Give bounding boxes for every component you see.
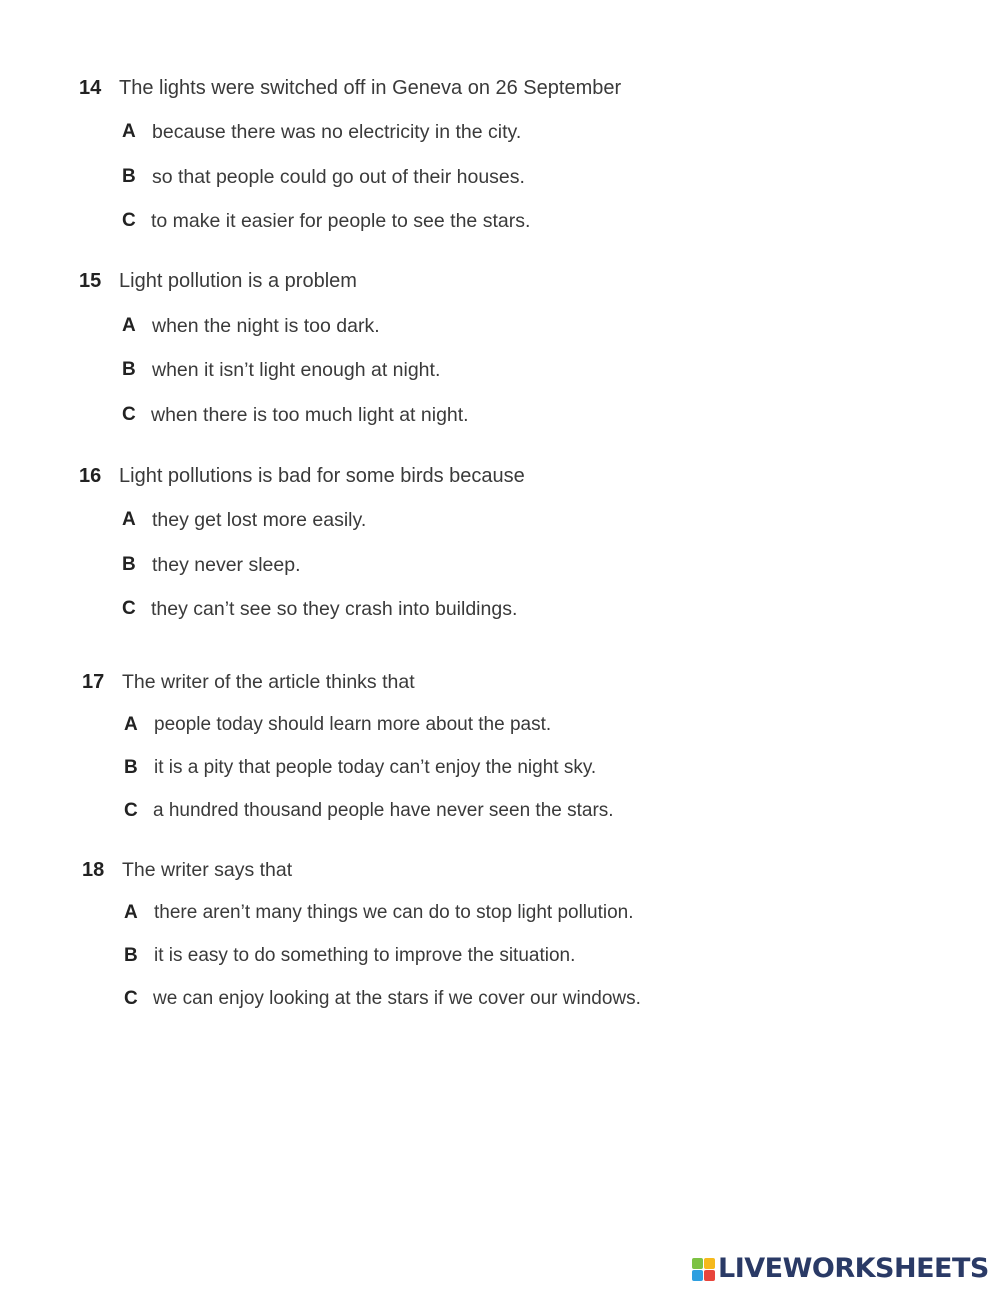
question-stem: The writer says that: [122, 859, 293, 881]
option-letter: A: [122, 509, 136, 530]
logo-text: LIVEWORKSHEETS: [718, 1253, 989, 1284]
option-text: they never sleep.: [152, 554, 301, 576]
logo-square-red: [704, 1270, 715, 1281]
question-number: 14: [79, 77, 102, 99]
logo-square-green: [692, 1258, 703, 1269]
option-text: there aren’t many things we can do to stop light pollution.: [154, 902, 634, 923]
logo-square-blue: [692, 1270, 703, 1281]
option-letter: C: [124, 800, 138, 821]
option-letter: B: [122, 359, 136, 380]
option-letter: C: [122, 598, 136, 619]
option-text: we can enjoy looking at the stars if we cover our windows.: [153, 988, 641, 1009]
option-text: it is easy to do something to improve the situation.: [154, 945, 576, 966]
option-letter: B: [124, 757, 138, 778]
question-number: 17: [82, 671, 105, 693]
question-number: 16: [79, 465, 102, 487]
liveworksheets-logo: [692, 1253, 989, 1285]
question-stem: The writer of the article thinks that: [122, 671, 415, 693]
option-letter: A: [122, 315, 136, 336]
question-stem: Light pollution is a problem: [119, 270, 357, 292]
option-text: it is a pity that people today can’t enjoy the night sky.: [154, 757, 597, 778]
option-text: when there is too much light at night.: [151, 404, 469, 426]
option-letter: A: [122, 121, 136, 142]
option-letter: B: [122, 166, 136, 187]
option-letter: C: [124, 988, 138, 1009]
option-letter: C: [122, 404, 136, 425]
option-text: when it isn’t light enough at night.: [152, 359, 441, 381]
option-text: a hundred thousand people have never seen the stars.: [153, 800, 614, 821]
option-text: because there was no electricity in the city.: [152, 121, 522, 143]
question-stem: The lights were switched off in Geneva on 26 September: [119, 77, 622, 99]
option-text: so that people could go out of their houses.: [152, 166, 525, 188]
option-letter: C: [122, 210, 136, 231]
option-letter: A: [124, 714, 138, 735]
logo-square-yellow: [704, 1258, 715, 1269]
option-text: when the night is too dark.: [152, 315, 380, 337]
option-text: to make it easier for people to see the stars.: [151, 210, 531, 232]
option-letter: B: [122, 554, 136, 575]
question-number: 18: [82, 859, 105, 881]
question-stem: Light pollutions is bad for some birds because: [119, 465, 525, 487]
option-letter: A: [124, 902, 138, 923]
option-letter: B: [124, 945, 138, 966]
option-text: people today should learn more about the past.: [154, 714, 552, 735]
option-text: they can’t see so they crash into buildings.: [151, 598, 518, 620]
logo-mark-icon: [692, 1258, 715, 1281]
question-number: 15: [79, 270, 102, 292]
option-text: they get lost more easily.: [152, 509, 367, 531]
